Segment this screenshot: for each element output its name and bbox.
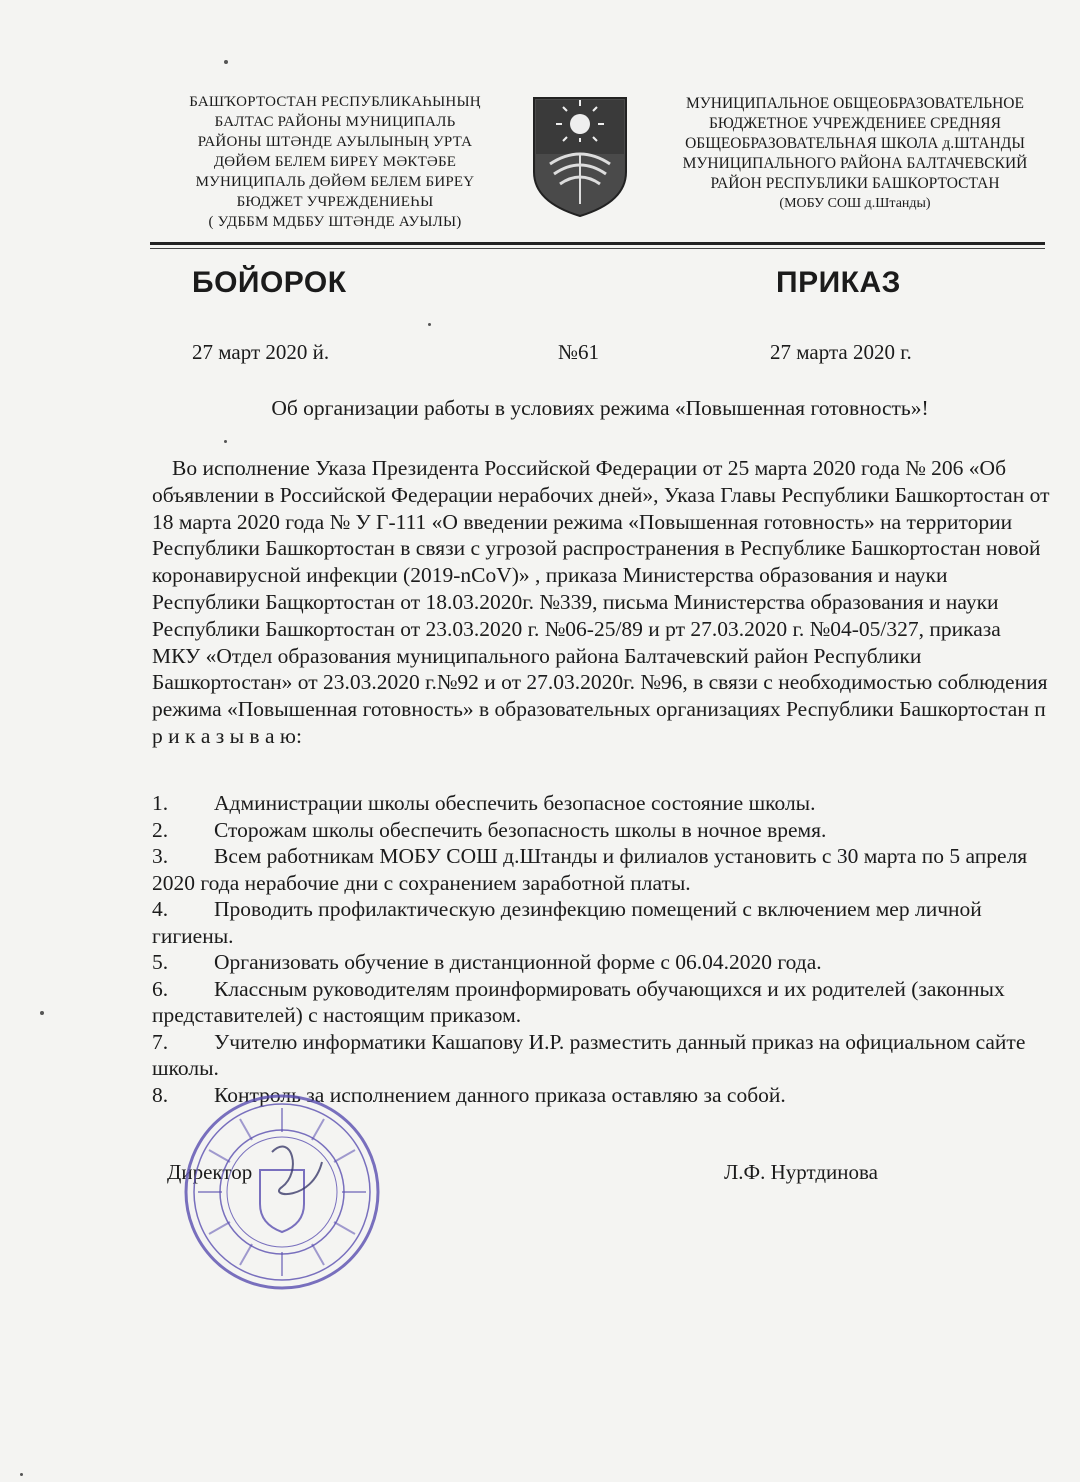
doc-type-russian: ПРИКАЗ xyxy=(776,266,901,299)
item-text: Всем работникам МОБУ СОШ д.Штанды и филиалов установить с 30 марта по 5 апреля 2020 года нерабочие дни с сохранением заработной платы. xyxy=(152,844,1028,895)
item-number: 6. xyxy=(152,976,169,1001)
item-text: Проводить профилактическую дезинфекцию помещений с включением мер личной гигиены. xyxy=(152,897,982,948)
order-item xyxy=(152,976,1052,1029)
item-text: Сторожам школы обеспечить безопасность школы в ночное время. xyxy=(214,817,827,842)
item-number: 7. xyxy=(152,1029,169,1054)
header-left-line: ДӨЙӨМ БЕЛЕМ БИРЕҮ МӘКТӘБЕ xyxy=(213,154,457,170)
official-round-stamp-icon xyxy=(182,1092,382,1292)
item-text: Контроль за исполнением данного приказа оставляю за собой. xyxy=(214,1082,786,1107)
item-number: 4. xyxy=(152,897,169,921)
order-item xyxy=(152,817,1052,844)
order-item xyxy=(152,896,1052,949)
coat-of-arms-emblem-icon xyxy=(530,94,630,219)
signature-name: Л.Ф. Нуртдинова xyxy=(724,1160,878,1184)
header-left-line: БЮДЖЕТ УЧРЕЖДЕНИЕҺЫ xyxy=(236,194,434,210)
date-russian: 27 марта 2020 г. xyxy=(770,340,912,364)
doc-type-bashkir: БОЙОРОК xyxy=(192,266,347,299)
scan-speck xyxy=(20,1473,23,1476)
order-number: №61 xyxy=(558,340,600,364)
item-text: Организовать обучение в дистанционной форме с 06.04.2020 года. xyxy=(214,950,822,974)
header-left-line: ( УДББМ МДББУ ШТӘНДЕ АУЫЛЫ) xyxy=(208,214,462,230)
header-right-line: МУНИЦИПАЛЬНОЕ ОБЩЕОБРАЗОВАТЕЛЬНОЕ xyxy=(686,95,1024,112)
scan-speck xyxy=(224,60,228,64)
header-russian-org-name xyxy=(640,94,1070,214)
header-left-line: БАЛТАС РАЙОНЫ МУНИЦИПАЛЬ xyxy=(214,114,456,130)
header-right-line: РАЙОН РЕСПУБЛИКИ БАШКОРТОСТАН xyxy=(710,175,1000,192)
header-right-line: ОБЩЕОБРАЗОВАТЕЛЬНАЯ ШКОЛА д.ШТАНДЫ xyxy=(685,135,1025,152)
item-text: Администрации школы обеспечить безопасное состояние школы. xyxy=(214,791,816,815)
order-item xyxy=(152,1029,1052,1082)
order-preamble: Во исполнение Указа Президента Российской Федерации от 25 марта 2020 года № 206 «Об объявлении в Российской Федерации нерабочих дней», Указа Главы Республики Башкортостан от 18 марта 2020 года № У Г-111 «О введении режима «Повышенная готовность» на территории Республики Башкортостан в связи с угрозой распространения в Республике Башкортостан новой коронавирусной инфекции (2019-nCoV)» , приказа Министерства образования и науки Республики Бащкортостан от 18.03.2020г. №339, письма Министерства образования и науки Республики Башкортостан от 23.03.2020 г. №06-25/89 и рт 27.03.2020 г. №04-05/327, приказа МКУ «Отдел образования муниципального района Балтачевский район Республики Башкортостан» от 23.03.2020 г.№92 и от 27.03.2020г. №96, в связи с необходимостью соблюдения режима «Повышенная готовность» в образовательных организациях Республики Башкортостан п р и к а з ы в а ю: xyxy=(152,456,1050,748)
item-number: 3. xyxy=(152,844,169,868)
date-bashkir: 27 март 2020 й. xyxy=(192,340,330,364)
header-right-line: МУНИЦИПАЛЬНОГО РАЙОНА БАЛТАЧЕВСКИЙ xyxy=(682,155,1028,172)
item-text: Учителю информатики Кашапову И.Р. разместить данный приказ на официальном сайте школы. xyxy=(152,1029,1026,1080)
header-divider-thick xyxy=(150,242,1045,245)
header-bashkir-org-name xyxy=(150,92,520,232)
scan-speck xyxy=(428,323,431,326)
order-item xyxy=(152,843,1052,896)
order-items-list xyxy=(152,790,1052,1108)
item-number: 5. xyxy=(152,950,169,974)
order-subject: Об организации работы в условиях режима «Повышенная готовность»! xyxy=(271,396,929,420)
scan-speck xyxy=(40,1011,44,1015)
item-number: 2. xyxy=(152,817,169,842)
order-item xyxy=(152,790,1052,817)
header-left-line: МУНИЦИПАЛЬ ДӨЙӨМ БЕЛЕМ БИРЕҮ xyxy=(195,174,475,190)
header-right-line: БЮДЖЕТНОЕ УЧРЕЖДЕНИЕЕ СРЕДНЯЯ xyxy=(709,115,1001,132)
item-number: 8. xyxy=(152,1082,169,1107)
signature-role: Директор xyxy=(167,1160,253,1184)
header-left-line: БАШҠОРТОСТАН РЕСПУБЛИКАҺЫНЫҢ xyxy=(189,94,481,110)
header-right-line: (МОБУ СОШ д.Штанды) xyxy=(779,196,931,211)
item-number: 1. xyxy=(152,791,169,815)
header-divider-thin xyxy=(150,248,1045,249)
header-left-line: РАЙОНЫ ШТӘНДЕ АУЫЛЫНЫҢ УРТА xyxy=(197,134,473,150)
order-item xyxy=(152,949,1052,976)
scan-speck xyxy=(224,440,227,443)
item-text: Классным руководителям проинформировать обучающихся и их родителей (законных представителей) с настоящим приказом. xyxy=(152,976,1005,1027)
